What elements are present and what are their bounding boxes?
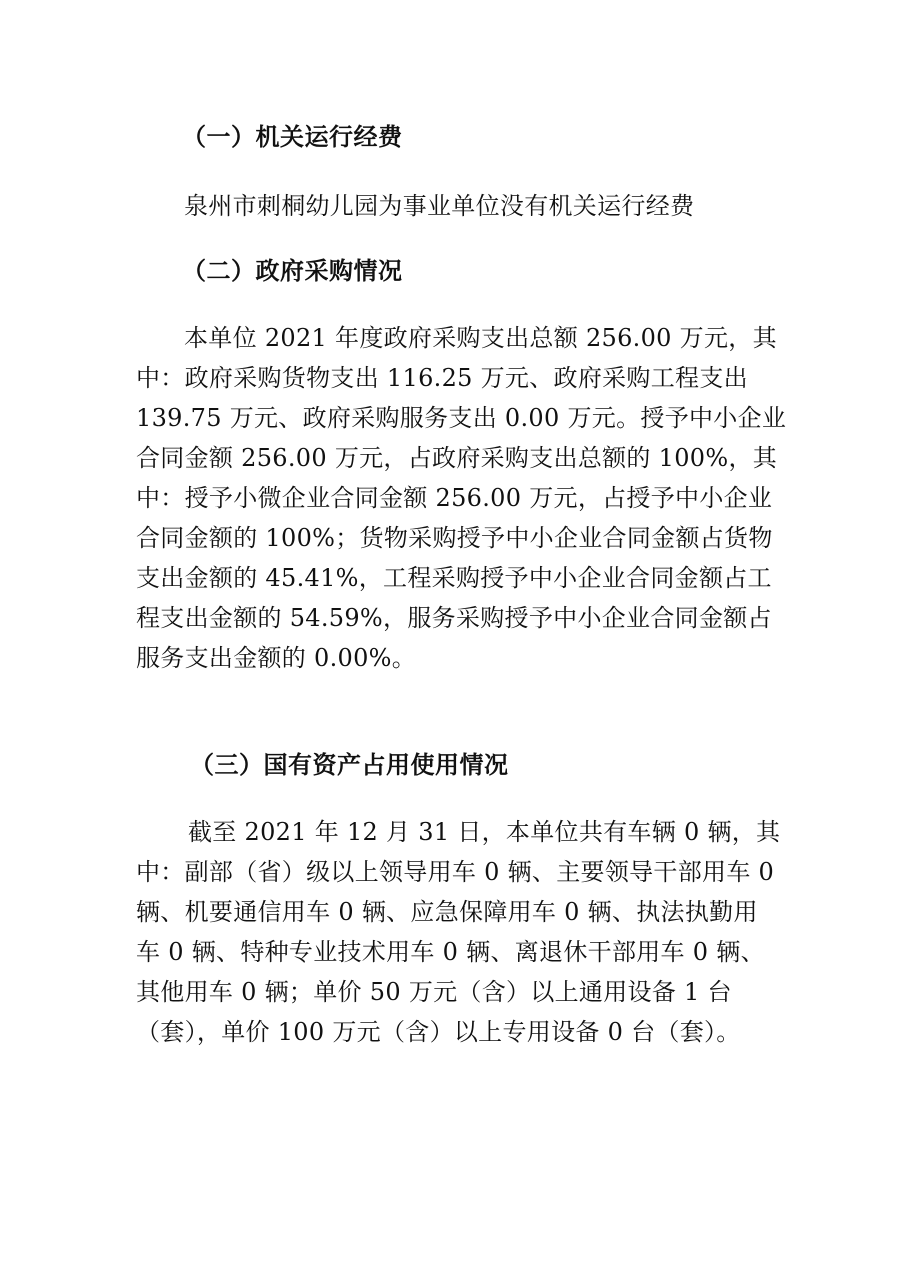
paragraph-line: 139.75 万元、政府采购服务支出 0.00 万元。授予中小企业 bbox=[136, 404, 787, 432]
section-paragraph-3 bbox=[136, 812, 781, 1052]
paragraph-line: 合同金额的 100%；货物采购授予中小企业合同金额占货物 bbox=[136, 524, 773, 552]
paragraph-line: 截至 2021 年 12 月 31 日，本单位共有车辆 0 辆，其 bbox=[188, 818, 781, 846]
paragraph-line: 其他用车 0 辆；单价 50 万元（含）以上通用设备 1 台 bbox=[136, 978, 732, 1006]
paragraph-line: 合同金额 256.00 万元，占政府采购支出总额的 100%，其 bbox=[136, 444, 778, 472]
paragraph-line: （套），单价 100 万元（含）以上专用设备 0 台（套）。 bbox=[136, 1018, 741, 1046]
paragraph-line: 中：副部（省）级以上领导用车 0 辆、主要领导干部用车 0 bbox=[136, 858, 775, 886]
paragraph-line: 车 0 辆、特种专业技术用车 0 辆、离退休干部用车 0 辆、 bbox=[136, 938, 765, 966]
paragraph-line: 程支出金额的 54.59%，服务采购授予中小企业合同金额占 bbox=[136, 604, 772, 632]
paragraph-line: 中：政府采购货物支出 116.25 万元、政府采购工程支出 bbox=[136, 364, 748, 392]
paragraph-line: 本单位 2021 年度政府采购支出总额 256.00 万元，其 bbox=[184, 324, 777, 352]
paragraph-line: 支出金额的 45.41%，工程采购授予中小企业合同金额占工 bbox=[136, 564, 772, 592]
section-paragraph-2 bbox=[136, 318, 787, 678]
section-paragraph-1 bbox=[136, 186, 776, 226]
section-heading-1: （一）机关运行经费 bbox=[182, 123, 403, 151]
paragraph-line: 泉州市刺桐幼儿园为事业单位没有机关运行经费 bbox=[184, 192, 695, 220]
paragraph-line: 辆、机要通信用车 0 辆、应急保障用车 0 辆、执法执勤用 bbox=[136, 898, 758, 926]
section-heading-3: （三）国有资产占用使用情况 bbox=[190, 751, 509, 779]
paragraph-line: 中：授予小微企业合同金额 256.00 万元，占授予中小企业 bbox=[136, 484, 773, 512]
section-heading-2: （二）政府采购情况 bbox=[182, 257, 403, 285]
paragraph-line: 服务支出金额的 0.00%。 bbox=[136, 644, 417, 672]
